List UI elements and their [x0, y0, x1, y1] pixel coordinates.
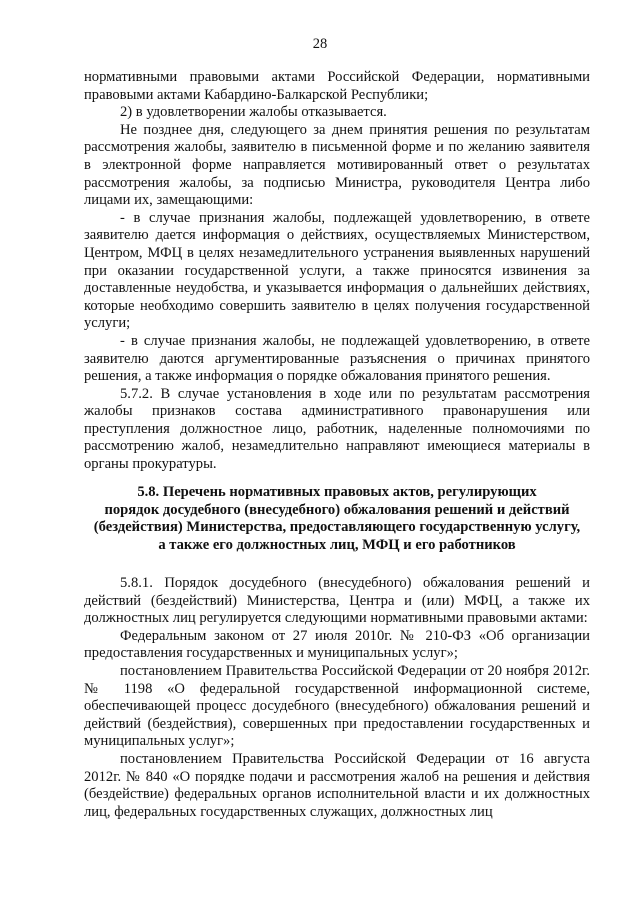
- paragraph-complaint-rejected: - в случае признания жалобы, не подлежащей удовлетворению, в ответе заявителю даются аргументированные разъяснения о причинах принятого решения, а также информация о порядке обжалования принятого решения.: [84, 332, 590, 385]
- paragraph-5-8-1: 5.8.1. Порядок досудебного (внесудебного) обжалования решений и действий (бездействий) Министерства, Центра и (или) МФЦ, а также их должностных лиц регулируется следующими нормативными правовыми актами:: [84, 575, 590, 627]
- section-5-7-body: [84, 69, 590, 474]
- paragraph-decree-840: постановлением Правительства Российской Федерации от 16 августа 2012г. № 840 «О порядке подачи и рассмотрения жалоб на решения и действия (бездействие) федеральных органов исполнительной власти и их должностных лиц, федеральных государственных служащих, должностных лиц: [84, 750, 590, 820]
- paragraph-5-7-2: 5.7.2. В случае установления в ходе или по результатам рассмотрения жалобы признаков состава административного правонарушения или преступления должностное лицо, работник, наделенные полномочиями по рассмотрению жалоб, незамедлительно направляют имеющиеся материалы в органы прокуратуры.: [84, 385, 590, 473]
- page-number: 28: [312, 36, 328, 52]
- heading-line: порядок досудебного (внесудебного) обжалования решений и действий: [104, 501, 570, 518]
- paragraph-federal-law-210: Федеральным законом от 27 июля 2010г. № 210-ФЗ «Об организации предоставления государственных и муниципальных услуг»;: [84, 627, 590, 662]
- heading-line: (бездействия) Министерства, предоставляющего государственную услугу,: [93, 519, 581, 536]
- paragraph-continuation: нормативными правовыми актами Российской Федерации, нормативными правовыми актами Кабардино-Балкарской Республики;: [84, 69, 590, 103]
- section-5-8-heading: [84, 484, 590, 554]
- heading-line: 5.8. Перечень нормативных правовых актов, регулирующих: [137, 484, 537, 500]
- paragraph-complaint-satisfied: - в случае признания жалобы, подлежащей удовлетворению, в ответе заявителю дается информация о действиях, осуществляемых Министерством, Центром, МФЦ в целях незамедлительного устранения выявленных нарушений при оказании государственной услуги, а также приносятся извинения за доставленные неудобства, и указывается информация о дальнейших действиях, которые необходимо совершить заявителю в целях получения государственной услуги;: [84, 209, 590, 332]
- section-5-8-body: [84, 575, 590, 821]
- heading-line: а также его должностных лиц, МФЦ и его работников: [158, 536, 516, 553]
- paragraph-refusal: 2) в удовлетворении жалобы отказывается.: [120, 104, 387, 121]
- paragraph-response-deadline: Не позднее дня, следующего за днем принятия решения по результатам рассмотрения жалобы, заявителю в письменной форме и по желанию заявителя в электронной форме направляется мотивированный ответ о результатах рассмотрения жалобы, за подписью Министра, руководителя Центра либо лицами их, замещающими:: [84, 121, 590, 209]
- paragraph-decree-1198: постановлением Правительства Российской Федерации от 20 ноября 2012г. № 1198 «О федеральной государственной информационной системе, обеспечивающей процесс досудебного (внесудебного) обжалования решений и действий (бездействия), совершенных при предоставлении государственных и муниципальных услуг»;: [84, 662, 590, 750]
